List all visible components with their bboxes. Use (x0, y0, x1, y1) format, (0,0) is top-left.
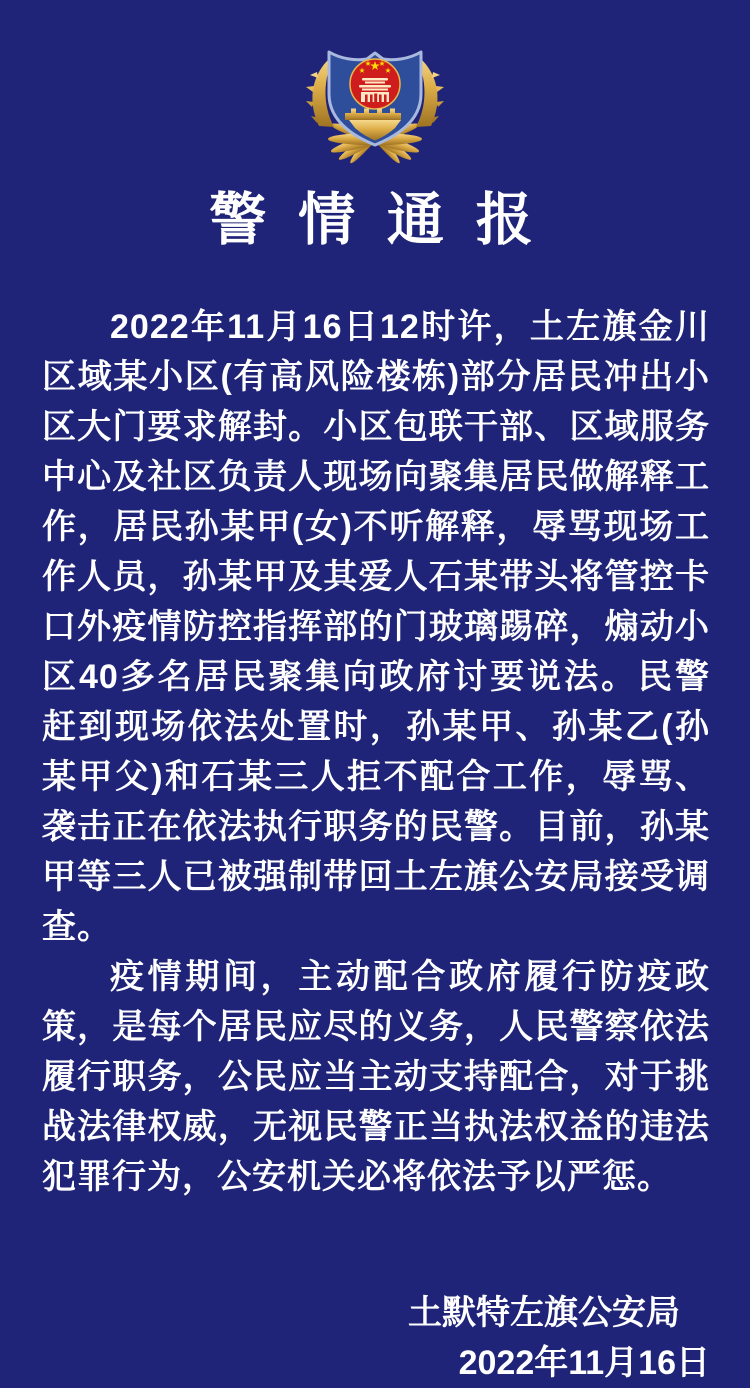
notice-signature (0, 1288, 710, 1388)
signature-issuer: 土默特左旗公安局 (408, 1294, 680, 1332)
notice-paragraph-2: 疫情期间，主动配合政府履行防疫政策，是每个居民应尽的义务，人民警察依法履行职务，公民应当主动支持配合，对于挑战法律权威，无视民警正当执法权益的违法犯罪行为，公安机关必将依法予以严惩。 (42, 958, 710, 1196)
signature-date: 2022年11月16日 (458, 1344, 710, 1382)
notice-paragraph-1: 2022年11月16日12时许，土左旗金川区域某小区(有高风险楼栋)部分居民冲出小区大门要求解封。小区包联干部、区域服务中心及社区负责人现场向聚集居民做解释工作，居民孙某甲(女)不听解释，辱骂现场工作人员，孙某甲及其爱人石某带头将管控卡口外疫情防控指挥部的门玻璃踢碎，煽动小区40多名居民聚集向政府讨要说法。民警赶到现场依法处置时，孙某甲、孙某乙(孙某甲父)和石某三人拒不配合工作，辱骂、袭击正在依法执行职务的民警。目前，孙某甲等三人已被强制带回土左旗公安局接受调查。 (42, 308, 710, 946)
notice-body (42, 302, 710, 1202)
police-badge-icon (299, 32, 451, 162)
police-badge-emblem (0, 0, 750, 162)
notice-title: 警 情 通 报 (209, 188, 541, 252)
